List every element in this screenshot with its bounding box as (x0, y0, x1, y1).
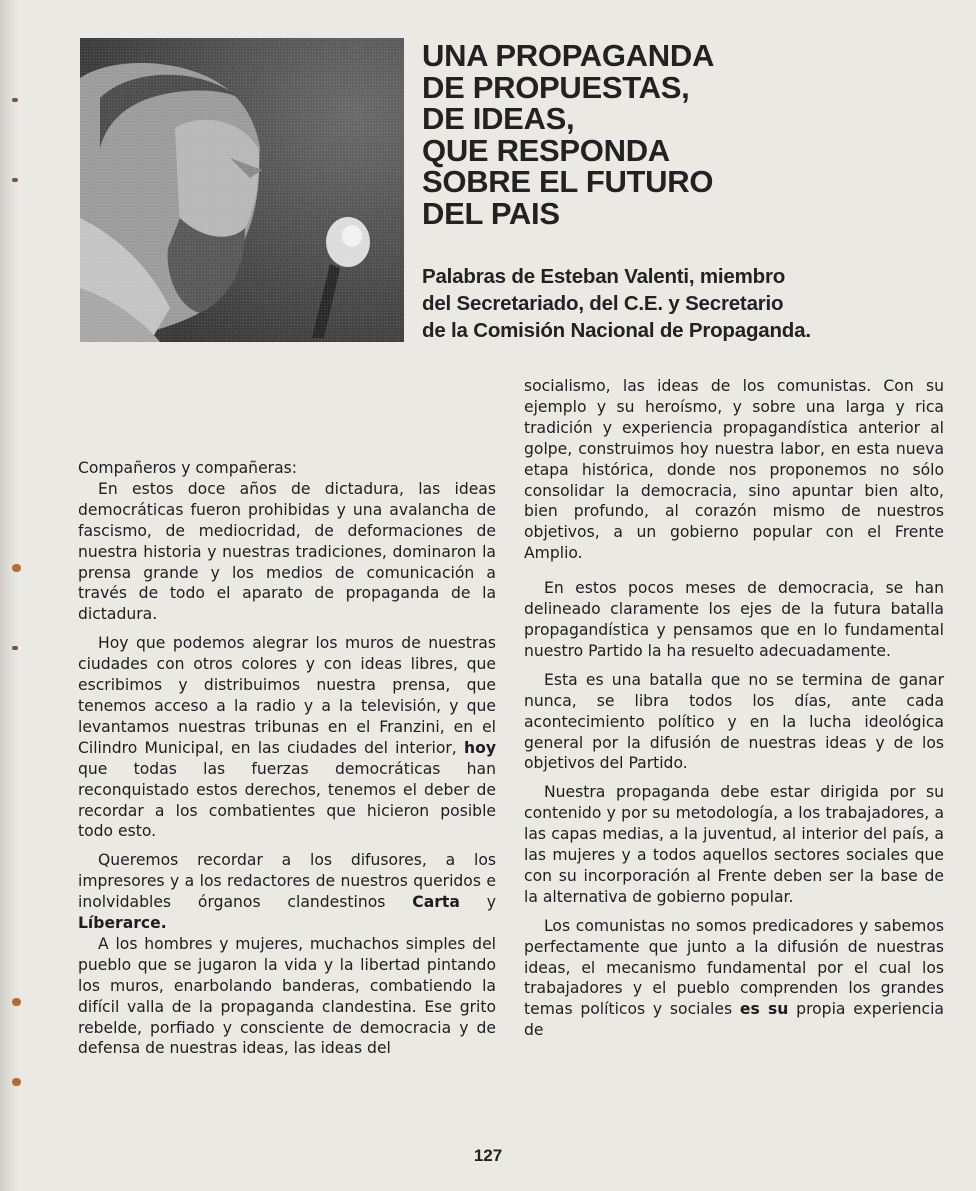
greeting: Compañeros y compañeras: (78, 459, 298, 477)
subhead-line: del Secretariado, del C.E. y Secretario (422, 292, 784, 315)
headline-line: DEL PAIS (422, 195, 560, 231)
headline (422, 40, 942, 229)
paragraph: socialismo, las ideas de los comunistas. Con su ejemplo y su heroísmo, y sobre una larga y rica tradición y experiencia propagandística anterior al golpe, construimos hoy nuestra labor, en esta nueva etapa histórica, donde nos proponemos no sólo consolidar la democracia, sino apuntar bien alto, bien profundo, al corazón mismo de nuestros objetivos, a un gobierno popular con el Frente Amplio. (524, 377, 944, 563)
page-number: 127 (473, 1146, 503, 1165)
subheading-byline (422, 263, 952, 344)
emphasis-text: hoy (464, 738, 496, 757)
emphasis-text: es su (739, 1000, 789, 1019)
margin-mark (12, 564, 21, 572)
paragraph (524, 916, 944, 1041)
headline-line: UNA PROPAGANDA (422, 38, 715, 73)
right-column (524, 376, 944, 1041)
margin-mark (12, 1078, 21, 1086)
speaker-photo (80, 38, 404, 342)
publication-name: Carta (412, 893, 460, 912)
subhead-line: Palabras de Esteban Valenti, miembro (422, 265, 786, 288)
paragraph: En estos doce años de dictadura, las ideas democráticas fueron prohibidas y una avalancha de fascismo, de mediocridad, de deformaciones de nuestra historia y nuestras tradiciones, dominaron la prensa grande y los medios de comunicación a través de todo el aparato de propaganda de la dictadura. (78, 479, 496, 624)
headline-line: DE PROPUESTAS, (422, 69, 690, 105)
headline-line: DE IDEAS, (422, 101, 575, 136)
margin-mark (12, 998, 21, 1006)
left-column (78, 458, 496, 1059)
publication-name: Líberarce. (78, 914, 167, 933)
margin-mark (12, 178, 18, 182)
paragraph-text: Hoy que podemos alegrar los muros de nuestras ciudades con otros colores y con ideas libres, que escribimos y distribuimos nuestra prensa, que tenemos acceso a la radio y a la televisión, y que levantamos nuestras tribunas en el Franzini, en el Cilindro Municipal, en las ciudades del interior, (78, 634, 496, 757)
paragraph: En estos pocos meses de democracia, se han delineado claramente los ejes de la futura batalla propagandística y pensamos que en lo fundamental nuestro Partido la ha resuelto adecuadamente. (524, 579, 944, 660)
paragraph-text: y (486, 893, 496, 912)
subhead-line: de la Comisión Nacional de Propaganda. (422, 319, 811, 342)
headline-line: QUE RESPONDA (422, 132, 670, 168)
paragraph: Nuestra propaganda debe estar dirigida por su contenido y por su metodología, a los trabajadores, a las capas medias, a la juventud, al interior del país, a las mujeres y a todos aquellos sectores sociales que con su incorporación al Frente deben ser la base de la alternativa de gobierno popular. (524, 783, 944, 906)
margin-mark (12, 646, 18, 650)
paragraph (78, 850, 496, 934)
paragraph: Esta es una batalla que no se termina de ganar nunca, se libra todos los días, ante cada acontecimiento político y en la lucha ideológica general por la difusión de nuestras ideas y de los objetivos del Partido. (524, 670, 944, 773)
paragraph: A los hombres y mujeres, muchachos simples del pueblo que se jugaron la vida y la libertad pintando los muros, enarbolando banderas, combatiendo la difícil valla de la propaganda clandestina. Ese grito rebelde, porfiado y consciente de democracia y de defensa de nuestras ideas, las ideas del (78, 934, 496, 1058)
paragraph-text: Los comunistas no somos predicadores y sabemos perfectamente que junto a la difusión de nuestras ideas, el mecanismo fundamental por el cual los trabajadores y el pueblo comprenden los grandes temas políticos y sociales (524, 916, 944, 1019)
paragraph-text: propia experiencia de (524, 1000, 944, 1040)
paragraph-text: que todas las fuerzas democráticas han reconquistado estos derechos, tenemos el deber de recordar a los combatientes que hicieron posible todo esto. (78, 759, 496, 841)
paragraph (78, 633, 496, 842)
paragraph-text: Queremos recordar a los difusores, a los impresores y a los redactores de nuestros queridos e inolvidables órganos clandestinos (78, 851, 496, 912)
headline-line: SOBRE EL FUTURO (422, 164, 714, 199)
margin-mark (12, 98, 18, 102)
